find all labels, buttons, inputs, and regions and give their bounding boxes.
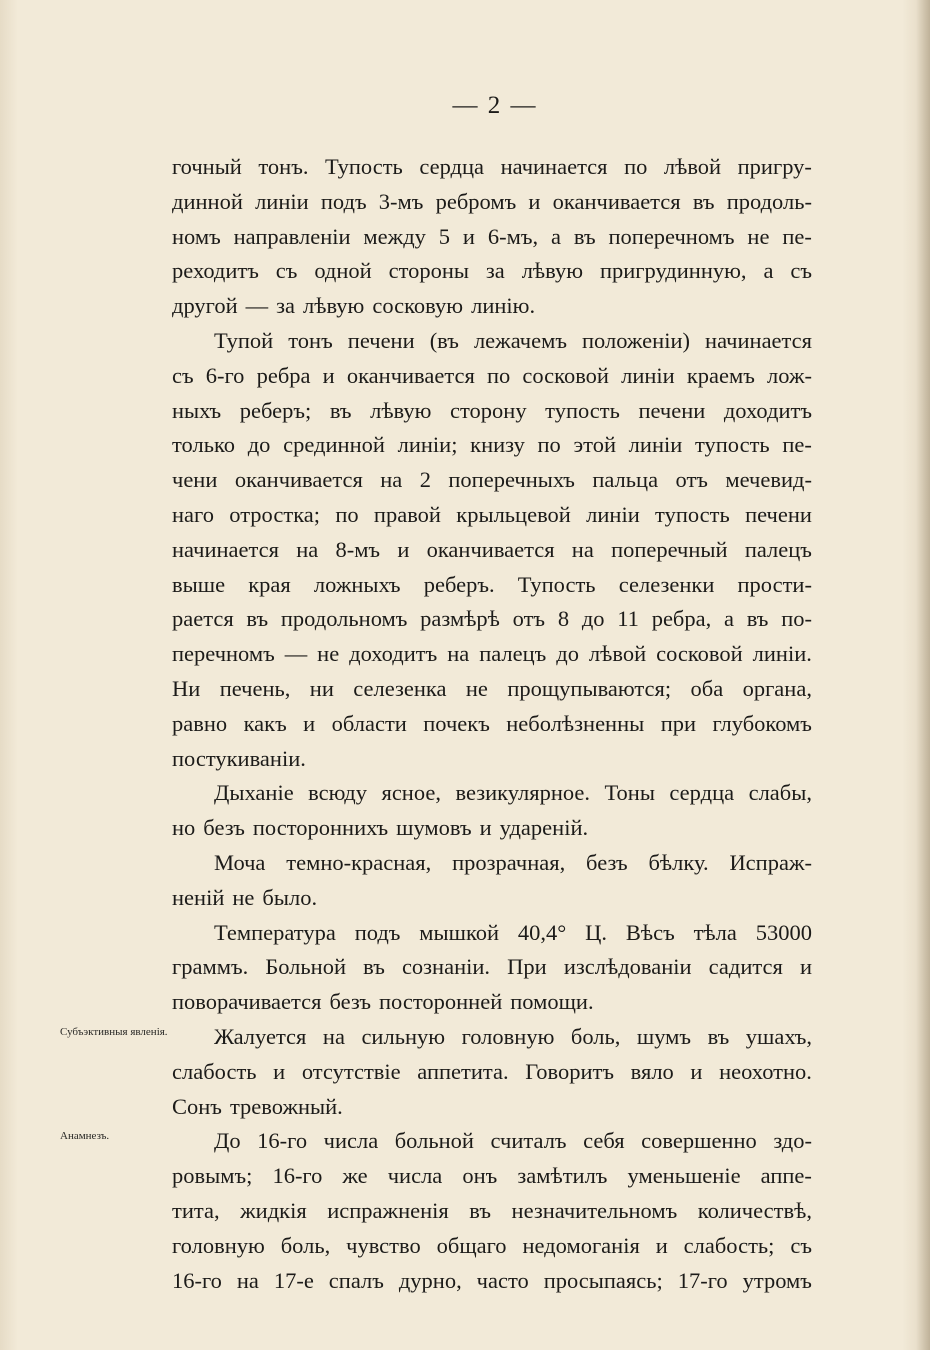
- text-word: числа: [387, 1163, 443, 1189]
- text-word: больной: [394, 1128, 474, 1154]
- text-word: съ: [172, 362, 194, 388]
- text-line: [172, 707, 812, 742]
- text-word: правой: [373, 501, 441, 527]
- text-word: подъ: [320, 188, 367, 214]
- text-word: одной: [314, 258, 372, 284]
- text-word: было.: [262, 884, 318, 910]
- text-line: [172, 220, 812, 255]
- text-line: [172, 811, 812, 846]
- text-word: направленіи: [233, 223, 351, 249]
- text-word: до: [556, 641, 579, 667]
- text-word: 8: [557, 606, 570, 632]
- text-word: на: [447, 641, 470, 667]
- text-word: селезенки: [618, 571, 715, 597]
- text-word: въ: [246, 606, 269, 632]
- text-line: [172, 602, 812, 637]
- text-word: недомоганія: [522, 1232, 640, 1258]
- text-word: тонъ: [288, 327, 333, 353]
- text-word: оканчивается: [426, 536, 555, 562]
- text-word: линіи: [628, 432, 683, 458]
- text-word: а: [723, 606, 734, 632]
- text-word: какъ: [243, 710, 287, 736]
- text-line: [172, 254, 812, 289]
- text-word: динной: [172, 188, 243, 214]
- text-line: [172, 185, 812, 220]
- text-word: лѣвую: [370, 397, 432, 423]
- text-word: печени: [745, 501, 812, 527]
- text-word: 53000: [755, 919, 812, 945]
- text-word: Ц.: [585, 919, 608, 945]
- text-word: ребра: [256, 362, 311, 388]
- text-word: гочный: [172, 154, 242, 179]
- text-word: прозрачная,: [452, 849, 566, 875]
- text-word: въ: [746, 606, 769, 632]
- text-line: [172, 881, 812, 916]
- text-line: [172, 289, 812, 324]
- text-word: сердца: [419, 154, 485, 179]
- text-word: на: [236, 1267, 259, 1293]
- text-word: линіи: [255, 188, 309, 214]
- text-word: на: [322, 1023, 345, 1049]
- text-word: глубокомъ: [712, 710, 812, 736]
- text-word: Дыханіе: [214, 780, 294, 806]
- text-word: на: [296, 536, 319, 562]
- text-line: [172, 1124, 812, 1159]
- text-word: шумовъ: [396, 815, 472, 841]
- text-word: помощи.: [510, 989, 594, 1015]
- text-line: [172, 498, 812, 533]
- text-word: по-: [781, 606, 812, 632]
- text-word: линіи: [586, 501, 640, 527]
- text-word: 16-го: [257, 1128, 308, 1154]
- text-word: этой: [573, 432, 616, 458]
- text-word: не: [232, 884, 255, 910]
- text-word: всюду: [308, 780, 367, 806]
- text-word: и: [303, 710, 316, 736]
- text-line: [172, 533, 812, 568]
- text-word: сторону: [450, 397, 527, 423]
- text-word: сознаніи.: [401, 954, 491, 980]
- text-word: утромъ: [742, 1267, 812, 1293]
- text-word: здо-: [773, 1128, 812, 1154]
- text-word: дурно,: [398, 1267, 462, 1293]
- text-word: отъ: [675, 467, 708, 493]
- text-word: печень,: [219, 675, 291, 701]
- text-word: линіи.: [752, 641, 812, 667]
- text-word: по: [537, 432, 561, 458]
- text-word: органа,: [742, 675, 812, 701]
- text-line: [172, 1020, 812, 1055]
- text-word: Моча: [214, 849, 266, 875]
- text-word: лѣвой: [663, 154, 722, 179]
- text-line: [172, 1055, 812, 1090]
- text-word: съ: [790, 258, 812, 284]
- text-word: Вѣсъ: [625, 919, 675, 945]
- text-word: доходитъ: [723, 397, 812, 423]
- text-line: [172, 568, 812, 603]
- text-word: и: [528, 188, 541, 214]
- text-word: безъ: [203, 815, 245, 841]
- text-word: Больной: [265, 954, 347, 980]
- text-word: ребра,: [651, 606, 712, 632]
- text-word: отростка;: [229, 501, 321, 527]
- text-line: [172, 359, 812, 394]
- text-word: сосковой: [522, 362, 609, 388]
- text-word: и: [655, 1232, 668, 1258]
- text-word: ушахъ,: [745, 1023, 812, 1049]
- text-word: палецъ: [479, 641, 547, 667]
- text-word: въ: [329, 397, 352, 423]
- text-word: оканчивается: [234, 467, 363, 493]
- text-word: прощупываются;: [507, 675, 672, 701]
- text-word: срединной: [283, 432, 385, 458]
- text-word: книзу: [470, 432, 525, 458]
- text-word: чени: [172, 467, 218, 493]
- text-line: [172, 150, 812, 185]
- text-word: линію.: [471, 293, 536, 319]
- text-word: безъ: [329, 989, 372, 1015]
- text-line: [172, 985, 812, 1020]
- text-word: реберъ;: [239, 397, 312, 423]
- text-word: мышкой: [419, 919, 500, 945]
- text-word: равно: [172, 710, 228, 736]
- text-word: и: [462, 223, 475, 249]
- text-word: совершенно: [641, 1128, 757, 1154]
- text-word: головную: [172, 1232, 265, 1258]
- text-word: Тоны: [604, 780, 655, 806]
- text-word: по: [335, 501, 359, 527]
- text-word: же: [342, 1163, 368, 1189]
- text-word: незначительномъ: [511, 1197, 678, 1223]
- text-word: постороннихъ: [252, 815, 389, 841]
- text-word: края: [248, 571, 291, 597]
- text-word: линіи: [621, 362, 675, 388]
- text-word: тупость: [655, 501, 730, 527]
- text-word: между: [363, 223, 426, 249]
- text-word: лежачемъ: [473, 327, 567, 353]
- text-word: ребромъ: [435, 188, 517, 214]
- margin-note-anamnesis: Анамнезъ.: [60, 1130, 110, 1143]
- text-line: [172, 463, 812, 498]
- text-word: боль,: [570, 1023, 621, 1049]
- text-line: [172, 324, 812, 359]
- text-line: [172, 637, 812, 672]
- text-word: въ: [363, 954, 385, 980]
- text-word: сосковой: [656, 641, 743, 667]
- text-word: доходитъ: [349, 641, 438, 667]
- text-word: жидкія: [240, 1197, 307, 1223]
- page-spine-shadow: [916, 0, 930, 1350]
- text-word: граммъ.: [172, 954, 249, 980]
- text-word: пригру-: [737, 154, 812, 179]
- text-word: 6-го: [205, 362, 245, 388]
- text-word: и: [690, 1058, 703, 1084]
- text-word: сердца: [669, 780, 735, 806]
- text-word: и: [273, 1058, 286, 1084]
- text-word: Тупой: [214, 327, 274, 353]
- text-line: [172, 428, 812, 463]
- text-word: номъ: [172, 223, 221, 249]
- text-word: продольномъ: [280, 606, 408, 632]
- text-word: неній: [172, 884, 225, 910]
- text-word: не: [747, 223, 770, 249]
- text-word: начинается: [500, 154, 608, 179]
- text-word: оба: [690, 675, 724, 701]
- text-word: тѣла: [693, 919, 737, 945]
- text-word: Жалуется: [214, 1023, 307, 1049]
- text-word: сосковую: [372, 293, 464, 319]
- text-word: темно-красная,: [286, 849, 432, 875]
- text-word: а: [763, 258, 774, 284]
- text-word: пальца: [592, 467, 659, 493]
- text-word: не: [465, 675, 488, 701]
- text-word: 6-мъ,: [487, 223, 539, 249]
- text-word: считалъ: [490, 1128, 567, 1154]
- text-word: лѣвую: [521, 258, 584, 284]
- text-word: тупость: [694, 432, 770, 458]
- text-word: на: [380, 467, 403, 493]
- text-word: уменьшеніе: [627, 1163, 741, 1189]
- text-word: перечномъ: [172, 641, 275, 667]
- text-word: оканчивается: [552, 188, 681, 214]
- text-word: начинается: [172, 536, 279, 562]
- text-word: удареній.: [499, 815, 589, 841]
- text-word: линіи;: [397, 432, 458, 458]
- text-word: головную: [461, 1023, 555, 1049]
- text-word: положеніи): [582, 327, 690, 353]
- text-word: мечевид-: [725, 467, 812, 493]
- text-line: [172, 1090, 812, 1125]
- text-word: краемъ: [686, 362, 755, 388]
- text-word: неболѣзненны: [506, 710, 645, 736]
- text-word: Температура: [214, 919, 336, 945]
- text-word: палецъ: [744, 536, 812, 562]
- text-word: При: [507, 954, 547, 980]
- text-word: тупость: [545, 397, 620, 423]
- text-word: ровымъ;: [172, 1163, 253, 1189]
- text-line: [172, 950, 812, 985]
- text-word: Ни: [172, 675, 201, 701]
- text-word: въ: [469, 1197, 491, 1223]
- text-word: спалъ: [328, 1267, 384, 1293]
- text-word: Тупость: [517, 571, 596, 597]
- text-word: поперечныхъ: [448, 467, 575, 493]
- text-word: количествѣ,: [697, 1197, 812, 1223]
- text-word: отъ: [512, 606, 546, 632]
- text-word: печени: [347, 327, 415, 353]
- text-line: [172, 394, 812, 429]
- text-word: при: [660, 710, 697, 736]
- text-word: въ: [692, 188, 715, 214]
- text-line: [172, 672, 812, 707]
- text-word: Говоритъ: [525, 1058, 615, 1084]
- text-line: [172, 1159, 812, 1194]
- text-word: пе-: [782, 432, 812, 458]
- text-word: за: [276, 293, 295, 319]
- text-word: тонъ.: [258, 154, 309, 179]
- text-word: а: [551, 223, 561, 249]
- text-word: 16-го: [272, 1163, 323, 1189]
- text-word: и: [799, 954, 812, 980]
- text-word: тита,: [172, 1197, 220, 1223]
- text-word: Сонъ: [172, 1093, 222, 1119]
- text-word: за: [485, 258, 505, 284]
- text-word: отсутствіе: [301, 1058, 401, 1084]
- text-word: крыльцевой: [456, 501, 571, 527]
- text-word: 40,4°: [517, 919, 567, 945]
- text-word: 17-го: [677, 1267, 728, 1293]
- text-word: ни: [309, 675, 334, 701]
- text-word: аппе-: [760, 1163, 812, 1189]
- text-word: продоль-: [726, 188, 812, 214]
- text-word: пригрудинную,: [599, 258, 747, 284]
- text-word: ясное,: [381, 780, 441, 806]
- text-word: испражненія: [327, 1197, 449, 1223]
- text-word: поворачивается: [172, 989, 322, 1015]
- text-word: размѣрѣ: [420, 606, 500, 632]
- text-word: подъ: [354, 919, 401, 945]
- text-word: часто: [476, 1267, 529, 1293]
- text-word: 5: [438, 223, 451, 249]
- text-word: постукиваніи.: [172, 745, 306, 771]
- text-line: [172, 916, 812, 951]
- text-word: 2: [419, 467, 431, 493]
- text-word: неохотно.: [719, 1058, 812, 1084]
- text-word: себя: [583, 1128, 625, 1154]
- text-word: рается: [172, 606, 234, 632]
- text-word: до: [581, 606, 605, 632]
- text-word: реходитъ: [172, 258, 259, 284]
- text-word: шумъ: [636, 1023, 692, 1049]
- text-word: наго: [172, 501, 214, 527]
- text-word: чувство: [346, 1232, 421, 1258]
- text-word: везикулярное.: [455, 780, 591, 806]
- text-word: съ: [275, 258, 298, 284]
- text-word: поперечномъ: [608, 223, 735, 249]
- text-word: слабость: [172, 1058, 257, 1084]
- text-word: лѣвую: [303, 293, 365, 319]
- text-word: селезенка: [353, 675, 447, 701]
- text-word: Испраж-: [729, 849, 812, 875]
- text-word: почекъ: [423, 710, 490, 736]
- text-word: Тупость: [325, 154, 403, 179]
- text-word: стороны: [388, 258, 470, 284]
- text-word: бѣлку.: [648, 849, 709, 875]
- text-word: но: [172, 815, 196, 841]
- margin-note-subjective: Субъэктивныя явленія.: [60, 1026, 168, 1038]
- text-word: аппетита.: [417, 1058, 509, 1084]
- text-word: До: [214, 1128, 241, 1154]
- text-word: садится: [708, 954, 783, 980]
- text-word: ныхъ: [172, 397, 222, 423]
- text-line: [172, 1264, 812, 1299]
- text-line: [172, 1194, 812, 1229]
- text-word: 16-го: [172, 1267, 222, 1293]
- text-word: посторонней: [379, 989, 503, 1015]
- text-word: 17-е: [273, 1267, 314, 1293]
- text-word: по: [486, 362, 511, 388]
- text-line: [172, 742, 812, 777]
- text-word: и: [397, 536, 410, 562]
- text-word: 8-мъ: [335, 536, 381, 562]
- text-word: изслѣдованіи: [563, 954, 692, 980]
- text-word: только: [172, 432, 236, 458]
- text-word: тревожный.: [229, 1093, 343, 1119]
- text-word: пе-: [782, 223, 812, 249]
- text-line: [172, 776, 812, 811]
- text-word: безъ: [586, 849, 628, 875]
- text-word: —: [284, 641, 308, 667]
- text-word: реберъ.: [423, 571, 495, 597]
- text-word: выше: [172, 571, 226, 597]
- text-line: [172, 846, 812, 881]
- text-word: другой: [172, 293, 238, 319]
- text-word: и: [479, 815, 492, 841]
- text-word: съ: [790, 1232, 812, 1258]
- text-word: по: [624, 154, 648, 179]
- text-word: въ: [573, 223, 596, 249]
- text-word: —: [245, 293, 269, 319]
- text-word: общаго: [436, 1232, 507, 1258]
- text-word: на: [571, 536, 594, 562]
- text-line: [172, 1229, 812, 1264]
- text-word: 3-мъ: [378, 188, 424, 214]
- text-word: просыпаясь;: [543, 1267, 663, 1293]
- text-word: лож-: [767, 362, 812, 388]
- page-number: — 2 —: [452, 92, 538, 119]
- text-word: оканчивается: [346, 362, 475, 388]
- text-word: поперечный: [611, 536, 728, 562]
- text-word: лѣвой: [588, 641, 647, 667]
- text-word: въ: [707, 1023, 730, 1049]
- body-text: [172, 150, 812, 1298]
- text-word: слабость;: [683, 1232, 775, 1258]
- text-word: области: [331, 710, 407, 736]
- text-word: до: [247, 432, 271, 458]
- text-word: вяло: [630, 1058, 674, 1084]
- text-word: прости-: [737, 571, 812, 597]
- text-word: печени: [638, 397, 706, 423]
- text-word: онъ: [462, 1163, 498, 1189]
- text-word: сильную: [361, 1023, 446, 1049]
- text-word: числа: [323, 1128, 379, 1154]
- text-word: 11: [617, 606, 639, 632]
- text-word: замѣтилъ: [517, 1163, 608, 1189]
- text-word: (въ: [429, 327, 459, 353]
- text-word: слабы,: [748, 780, 812, 806]
- text-word: начинается: [705, 327, 812, 353]
- text-word: ложныхъ: [313, 571, 401, 597]
- text-word: и: [322, 362, 335, 388]
- text-word: боль,: [280, 1232, 331, 1258]
- text-word: не: [317, 641, 340, 667]
